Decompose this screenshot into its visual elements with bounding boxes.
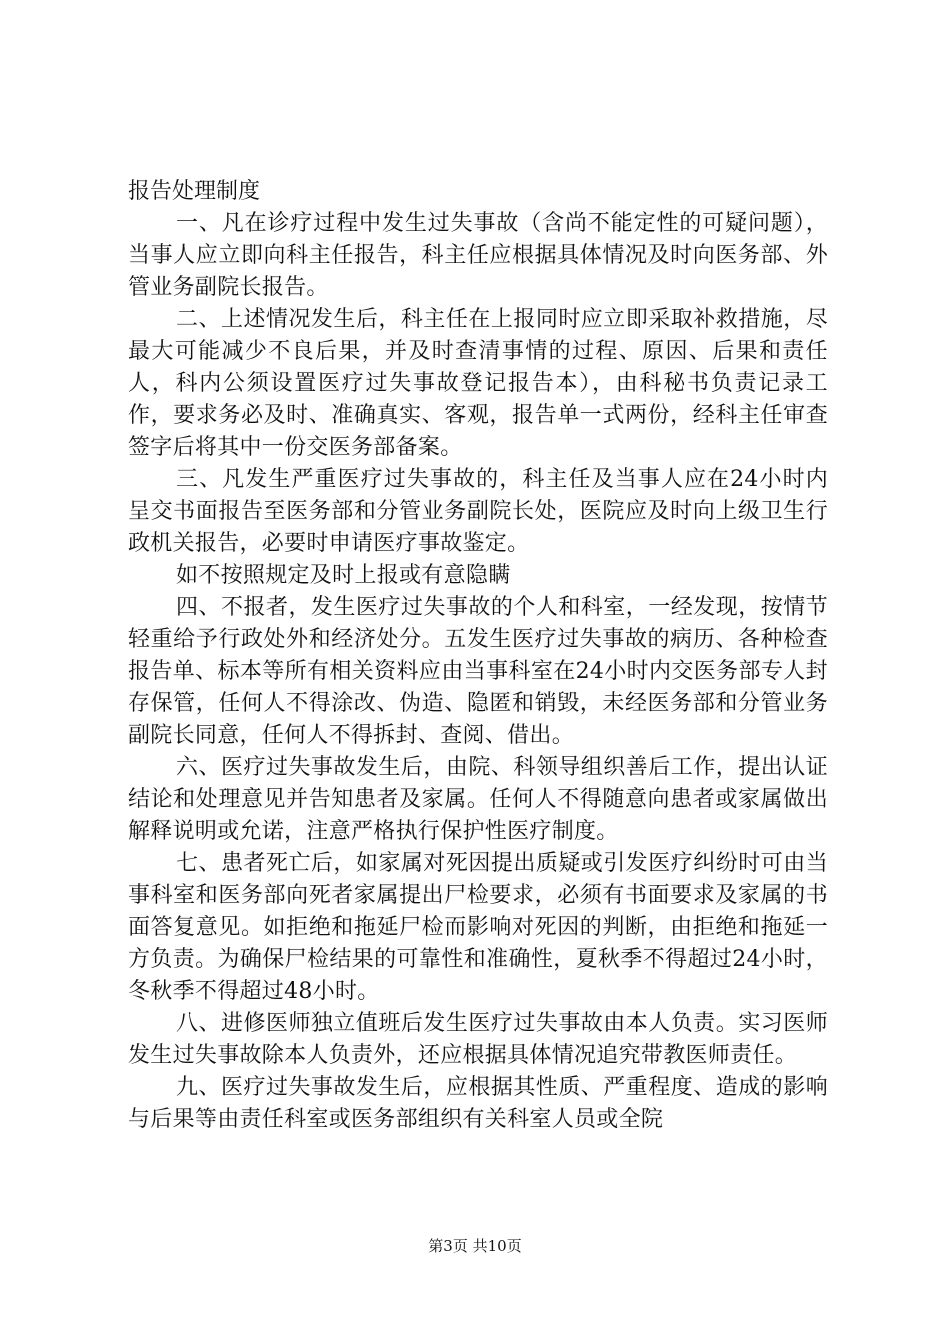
paragraph-4: 如不按照规定及时上报或有意隐瞒: [176, 563, 511, 588]
document-title: 报告处理制度: [128, 179, 261, 204]
page-number-footer: 第3页 共10页: [428, 1237, 522, 1255]
paragraph-5: 四、不报者，发生医疗过失事故的个人和科室，一经发现，按情节轻重给予行政处外和经济处分。五发生医疗过失事故的病历、各种检查报告单、标本等所有相关资料应由当事科室在24小时内交医务部专人封存保管，任何人不得涂改、伪造、隐匿和销毁，未经医务部和分管业务副院长同意，任何人不得拆封、查阅、借出。: [128, 595, 828, 748]
paragraph-8: 八、进修医师独立值班后发生医疗过失事故由本人负责。实习医师发生过失事故除本人负责外，还应根据具体情况追究带教医师责任。: [128, 1011, 828, 1068]
paragraph-6: 六、医疗过失事故发生后，由院、科领导组织善后工作，提出认证结论和处理意见并告知患者及家属。任何人不得随意向患者或家属做出解释说明或允诺，注意严格执行保护性医疗制度。: [128, 755, 828, 844]
paragraph-7: 七、患者死亡后，如家属对死因提出质疑或引发医疗纠纷时可由当事科室和医务部向死者家属提出尸检要求，必须有书面要求及家属的书面答复意见。如拒绝和拖延尸检而影响对死因的判断，由拒绝和拖延一方负责。为确保尸检结果的可靠性和准确性，夏秋季不得超过24小时，冬秋季不得超过48小时。: [128, 851, 828, 1004]
paragraph-1: 一、凡在诊疗过程中发生过失事故（含尚不能定性的可疑问题），当事人应立即向科主任报告，科主任应根据具体情况及时向医务部、外管业务副院长报告。: [128, 211, 828, 300]
paragraph-9: 九、医疗过失事故发生后，应根据其性质、严重程度、造成的影响与后果等由责任科室或医务部组织有关科室人员或全院: [128, 1075, 828, 1132]
document-body: [128, 176, 828, 1136]
paragraph-3: 三、凡发生严重医疗过失事故的，科主任及当事人应在24小时内呈交书面报告至医务部和分管业务副院长处，医院应及时向上级卫生行政机关报告，必要时申请医疗事故鉴定。: [128, 467, 828, 556]
paragraph-2: 二、上述情况发生后，科主任在上报同时应立即采取补救措施，尽最大可能减少不良后果，并及时查清事情的过程、原因、后果和责任人，科内公须设置医疗过失事故登记报告本），由科秘书负责记录工作，要求务必及时、准确真实、客观，报告单一式两份，经科主任审查签字后将其中一份交医务部备案。: [128, 307, 828, 460]
